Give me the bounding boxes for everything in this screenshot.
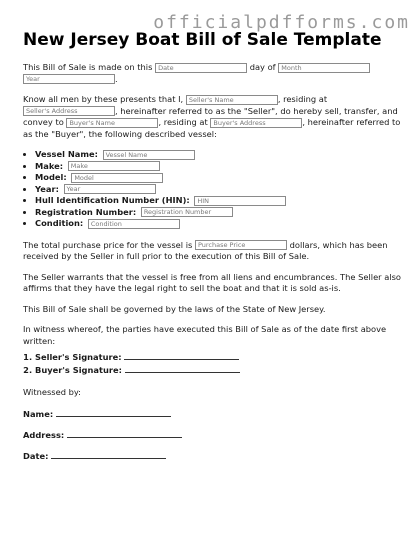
parties-paragraph: Know all men by these presents that I, Seller's Name , residing at Seller's Address , hereinafter referred to as the "Seller", do hereby sell, transfer, and convey to Buyer's Name , residing at Buyer's Address , hereinafter referred to as the "Buyer", the following described vessel: xyxy=(23,94,401,139)
buyer-signature-label: Buyer's Signature: xyxy=(35,364,122,375)
witness-address-line[interactable] xyxy=(67,429,182,438)
seller-address-field[interactable]: Seller's Address xyxy=(23,106,115,116)
bill-of-sale-document xyxy=(23,30,401,471)
hin-field[interactable]: HIN xyxy=(194,196,286,206)
registration-number-field[interactable]: Registration Number xyxy=(141,207,233,217)
witness-address-row: Address: xyxy=(23,429,401,440)
price-paragraph: The total purchase price for the vessel is Purchase Price dollars, which has been received by the Seller in full prior to the execution of this Bill of Sale. xyxy=(23,239,388,261)
seller-signature-line[interactable] xyxy=(124,351,239,360)
witness-statement-paragraph: In witness whereof, the parties have executed this Bill of Sale as of the date first above written: xyxy=(23,324,387,346)
witness-date-line[interactable] xyxy=(51,450,166,459)
warranty-paragraph: The Seller warrants that the vessel is free from all liens and encumbrances. The Seller also affirms that they have the legal right to sell the boat and that it is sold as-is. xyxy=(23,271,402,293)
list-item: • Make: Make xyxy=(35,161,401,173)
boat-year-field[interactable]: Year xyxy=(64,184,156,194)
date-field[interactable]: Date xyxy=(155,63,247,73)
list-item: • Hull Identification Number (HIN): HIN xyxy=(35,195,401,207)
list-item: • Model: Model xyxy=(35,172,401,184)
signatures-list xyxy=(23,351,401,376)
list-item: • Year: Year xyxy=(35,184,401,196)
buyer-name-field[interactable]: Buyer's Name xyxy=(66,118,158,128)
intro-paragraph: This Bill of Sale is made on this Date day of Month Year . xyxy=(23,62,401,85)
list-item: • Registration Number: Registration Number xyxy=(35,207,401,219)
witness-name-line[interactable] xyxy=(56,408,171,417)
page-title: New Jersey Boat Bill of Sale Template xyxy=(23,30,382,50)
witness-date-row: Date: xyxy=(23,450,401,461)
witnessed-by-label: Witnessed by: xyxy=(23,387,81,397)
condition-field[interactable]: Condition xyxy=(88,219,180,229)
seller-name-field[interactable]: Seller's Name xyxy=(186,95,278,105)
witness-name-row: Name: xyxy=(23,408,401,419)
list-item: • Condition: Condition xyxy=(35,218,401,230)
make-field[interactable]: Make xyxy=(68,161,160,171)
list-item: • Vessel Name: Vessel Name xyxy=(35,149,401,161)
governing-law-paragraph: This Bill of Sale shall be governed by the laws of the State of New Jersey. xyxy=(23,303,326,314)
vessel-details-list xyxy=(23,149,401,230)
watermark-logo: officialpdfforms.com xyxy=(153,12,410,33)
list-item xyxy=(35,351,401,364)
buyer-address-field[interactable]: Buyer's Address xyxy=(210,118,302,128)
purchase-price-field[interactable]: Purchase Price xyxy=(195,240,287,250)
buyer-signature-line[interactable] xyxy=(125,364,240,373)
model-field[interactable]: Model xyxy=(71,173,163,183)
vessel-name-field[interactable]: Vessel Name xyxy=(103,150,195,160)
year-field[interactable]: Year xyxy=(23,74,115,84)
seller-signature-label: Seller's Signature: xyxy=(35,352,122,362)
month-field[interactable]: Month xyxy=(278,63,370,73)
list-item xyxy=(35,364,401,377)
